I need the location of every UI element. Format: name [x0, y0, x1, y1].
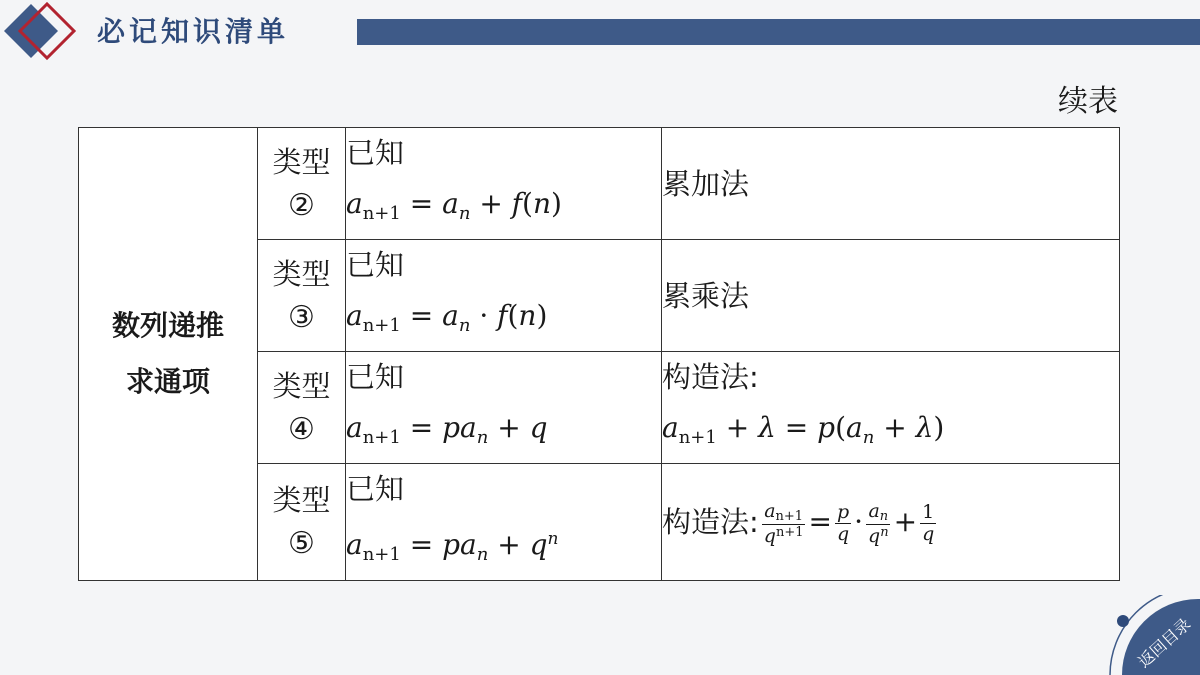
method-cell: [662, 464, 1120, 581]
method-cell: [662, 352, 1120, 464]
back-button-label: 返回目录: [1134, 614, 1195, 672]
fraction: $\frac{a_n}{q^n}$: [868, 499, 889, 547]
continued-label: 续表: [1058, 84, 1118, 119]
method-formula: $a_{n+1} + \lambda = p(a_n + \lambda)$: [662, 411, 945, 448]
known-label: 已知: [346, 248, 405, 282]
known-formula: $a_{n+1} = pa_n + q$: [346, 411, 548, 448]
diamond-logo-icon: [0, 0, 80, 62]
type-number: ③: [288, 299, 315, 335]
known-label: 已知: [346, 360, 405, 394]
category-line-2: 求通项: [125, 365, 210, 398]
method-cell: [662, 128, 1120, 240]
method-label: 累乘法: [662, 278, 750, 313]
type-label: 类型: [272, 483, 331, 517]
header-bar: [357, 19, 1200, 45]
table-row: [79, 128, 1120, 240]
known-formula: $a_{n+1} = pa_n + q^n$: [346, 528, 559, 565]
page-title: 必记知识清单: [97, 15, 290, 48]
known-cell: [346, 128, 662, 240]
method-cell: [662, 240, 1120, 352]
page-header: [0, 0, 1200, 70]
known-cell: [346, 240, 662, 352]
type-cell: [258, 464, 346, 581]
type-cell: [258, 240, 346, 352]
knowledge-table: [78, 127, 1120, 581]
method-formula: $\frac{a_{n+1}}{q^{n+1}}$ = $\frac{p}{q}$ · $\frac{a_n}{q^n}$ + $\frac{1}{q}$: [763, 499, 935, 547]
known-cell: [346, 352, 662, 464]
fraction: $\frac{1}{q}$: [922, 501, 935, 545]
known-label: 已知: [346, 136, 405, 170]
method-label: 构造法:: [662, 360, 759, 394]
type-cell: [258, 352, 346, 464]
method-label: 累加法: [662, 166, 750, 201]
category-cell: [79, 128, 258, 581]
category-line-1: 数列递推: [111, 309, 224, 342]
type-label: 类型: [272, 256, 331, 291]
type-label: 类型: [272, 144, 331, 179]
type-number: ⑤: [288, 526, 315, 561]
back-to-contents-button[interactable]: [1100, 595, 1200, 675]
known-formula: $a_{n+1} = a_n \cdot f(n)$: [346, 299, 548, 336]
known-formula: $a_{n+1} = a_n + f(n)$: [346, 187, 562, 224]
fraction: $\frac{a_{n+1}}{q^{n+1}}$: [763, 499, 804, 547]
method-label: 构造法:: [662, 505, 759, 539]
type-label: 类型: [272, 368, 331, 403]
type-number: ②: [288, 187, 315, 223]
known-label: 已知: [346, 472, 405, 506]
fraction: $\frac{p}{q}$: [836, 501, 850, 545]
type-number: ④: [288, 411, 315, 447]
type-cell: [258, 128, 346, 240]
known-cell: [346, 464, 662, 581]
